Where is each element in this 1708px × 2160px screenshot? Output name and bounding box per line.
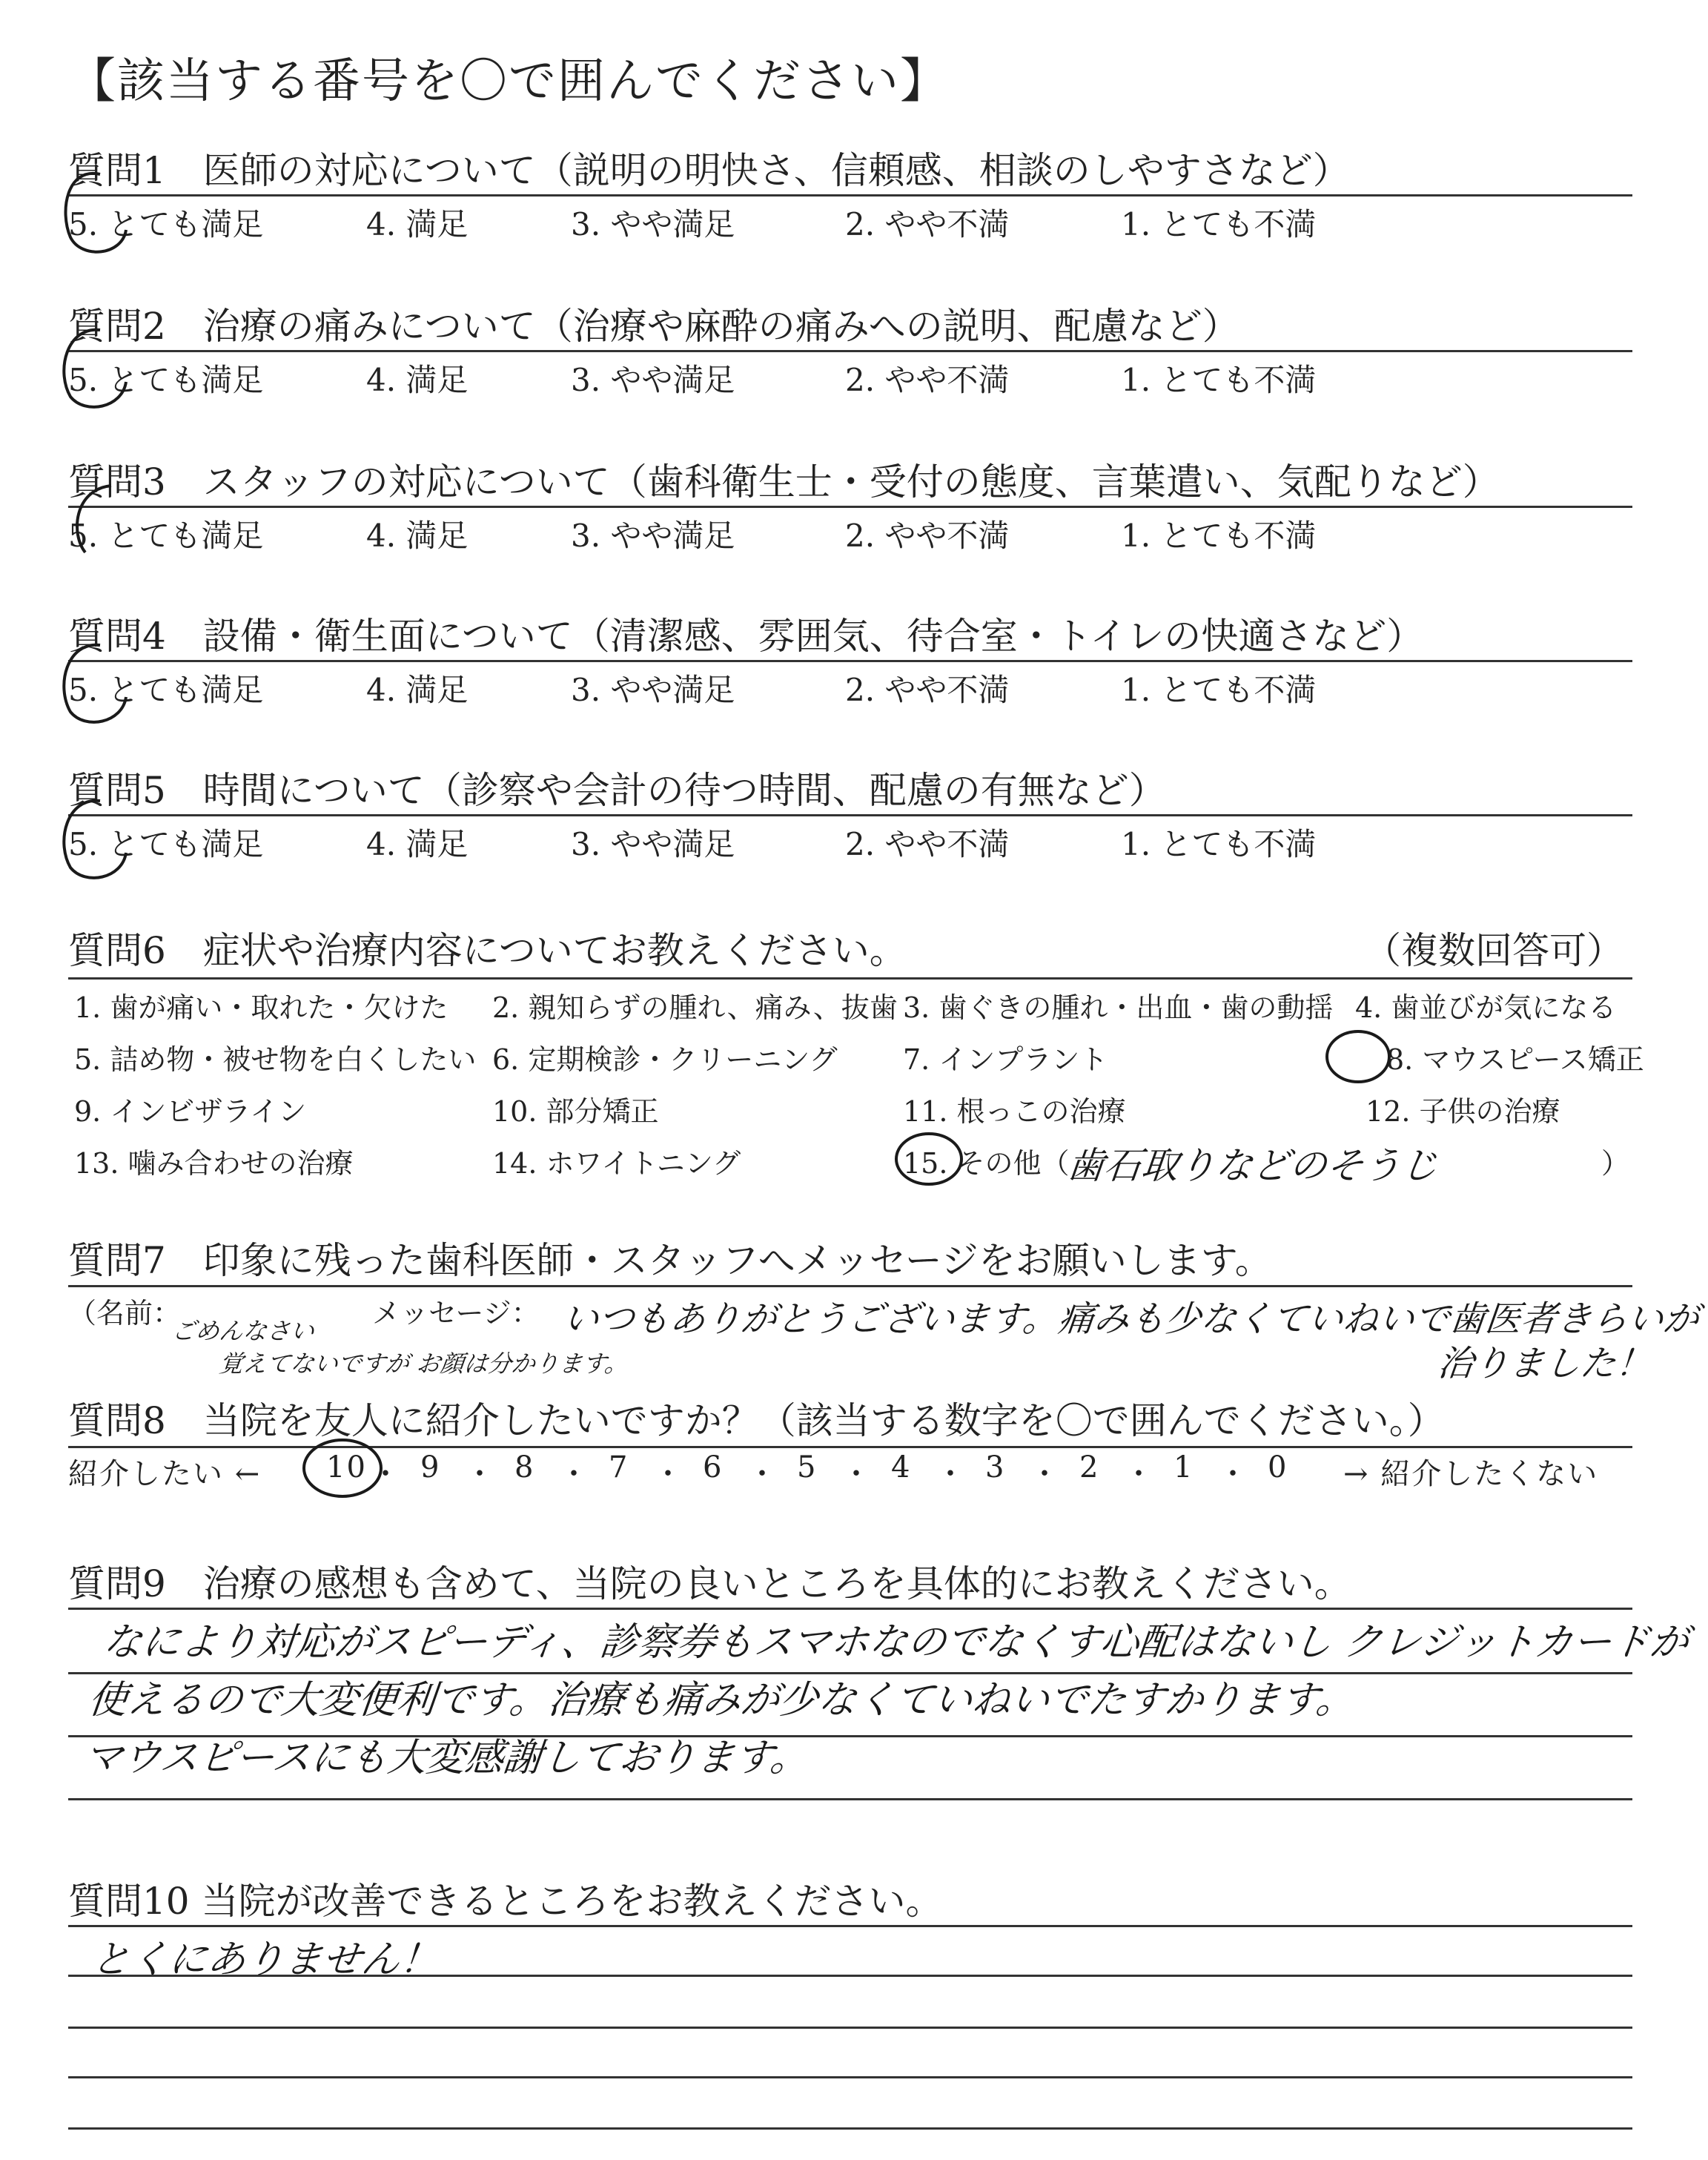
q8-scale-separator: ・: [1030, 1457, 1061, 1491]
q9-answer-line-1: なにより対応がスピーディ、診察券もスマホなのでなくす心配はないし クレジットカードが: [101, 1620, 1691, 1665]
q6-item-2[interactable]: 2. 親知らずの腫れ、痛み、抜歯: [492, 991, 898, 1024]
q6-item-12[interactable]: 12. 子供の治療: [1366, 1095, 1560, 1128]
q3-option-3[interactable]: 3. やや満足: [571, 518, 735, 554]
q5-circle: [64, 801, 126, 878]
q5-option-5[interactable]: 5. とても満足: [68, 826, 264, 862]
q1-option-2[interactable]: 2. やや不満: [845, 206, 1010, 242]
q3-option-1[interactable]: 1. とても不満: [1121, 518, 1317, 554]
q7-name-label: （名前：: [68, 1297, 182, 1330]
q6-item-8[interactable]: 8. マウスピース矯正: [1386, 1043, 1644, 1076]
q4-circle: [64, 645, 126, 722]
q8-scale-separator: ・: [1124, 1457, 1155, 1491]
q8-scale-1[interactable]: 1: [1174, 1450, 1194, 1484]
q4-option-2[interactable]: 2. やや不満: [845, 672, 1010, 708]
q2-title: 質問2 治療の痛みについて（治療や麻酔の痛みへの説明、配慮など）: [68, 305, 1239, 348]
q7-message-2: 治りました！: [1435, 1343, 1654, 1384]
q6-item-13[interactable]: 13. 噛み合わせの治療: [74, 1147, 354, 1180]
q6-item-3[interactable]: 3. 歯ぐきの腫れ・出血・歯の動揺: [903, 991, 1334, 1024]
q3-circle: [77, 486, 111, 552]
q7-name-answer-2: 覚えてないですが お顔は分かります。: [217, 1350, 630, 1378]
q8-circle: [304, 1440, 381, 1496]
q1-option-5[interactable]: 5. とても満足: [68, 206, 264, 242]
q8-scale-separator: ・: [465, 1457, 496, 1491]
q2-option-1[interactable]: 1. とても不満: [1121, 362, 1317, 398]
q10-title: 質問10 当院が改善できるところをお教えください。: [68, 1880, 943, 1923]
q2-option-5[interactable]: 5. とても満足: [68, 362, 264, 398]
q1-option-3[interactable]: 3. やや満足: [571, 206, 735, 242]
q8-scale-separator: ・: [653, 1457, 684, 1491]
q8-scale-10[interactable]: 10: [326, 1450, 367, 1484]
q6-item-6[interactable]: 6. 定期検診・クリーニング: [492, 1043, 838, 1076]
q6-item-4[interactable]: 4. 歯並びが気になる: [1355, 991, 1617, 1024]
q4-option-4[interactable]: 4. 満足: [366, 672, 469, 708]
q5-option-3[interactable]: 3. やや満足: [571, 826, 735, 862]
q3-option-4[interactable]: 4. 満足: [366, 518, 469, 554]
q6-item-15[interactable]: 15. その他（: [903, 1147, 1070, 1180]
page-title: 【該当する番号を〇で囲んでください】: [68, 54, 949, 109]
q4-option-1[interactable]: 1. とても不満: [1121, 672, 1317, 708]
q1-option-1[interactable]: 1. とても不満: [1121, 206, 1317, 242]
q4-title: 質問4 設備・衛生面について（清潔感、雰囲気、待合室・トイレの快適さなど）: [68, 615, 1424, 658]
q9-title: 質問9 治療の感想も含めて、当院の良いところを具体的にお教えください。: [68, 1562, 1351, 1605]
q6-item-7[interactable]: 7. インプラント: [903, 1043, 1108, 1076]
q7-message-label: メッセージ：: [372, 1297, 540, 1330]
q2-circle: [64, 330, 126, 407]
q4-option-5[interactable]: 5. とても満足: [68, 672, 264, 708]
q6-title: 質問6 症状や治療内容についてお教えください。: [68, 929, 907, 972]
q6-item-9[interactable]: 9. インビザライン: [74, 1095, 307, 1128]
q2-option-4[interactable]: 4. 満足: [366, 362, 469, 398]
q8-scale-separator: ・: [1218, 1457, 1249, 1491]
q3-title: 質問3 スタッフの対応について（歯科衛生士・受付の態度、言葉遣い、気配りなど）: [68, 460, 1500, 503]
q1-option-4[interactable]: 4. 満足: [366, 206, 469, 242]
q4-option-3[interactable]: 3. やや満足: [571, 672, 735, 708]
q5-option-1[interactable]: 1. とても不満: [1121, 826, 1317, 862]
q7-message-1: いつもありがとうございます。痛みも少なくていねいで歯医者きらいが: [560, 1298, 1701, 1340]
q5-option-2[interactable]: 2. やや不満: [845, 826, 1010, 862]
q9-answer-line-2: 使えるので大変便利です。治療も痛みが少なくていねいでたすかります。: [86, 1678, 1357, 1723]
q8-scale-3[interactable]: 3: [985, 1450, 1006, 1484]
q8-scale-separator: ・: [936, 1457, 967, 1491]
q8-scale-2[interactable]: 2: [1079, 1450, 1100, 1484]
q9-answer-line-3: マウスピースにも大変感謝しております。: [82, 1736, 812, 1780]
q8-scale-7[interactable]: 7: [609, 1450, 629, 1484]
q8-scale-8[interactable]: 8: [514, 1450, 535, 1484]
q8-scale-separator: ・: [747, 1457, 778, 1491]
q6-note: （複数回答可）: [1364, 929, 1623, 972]
q8-scale-separator: ・: [371, 1457, 402, 1491]
q6-item-5[interactable]: 5. 詰め物・被せ物を白くしたい: [74, 1043, 477, 1076]
q2-option-3[interactable]: 3. やや満足: [571, 362, 735, 398]
q8-scale-4[interactable]: 4: [891, 1450, 912, 1484]
q6-item8-circle: [1327, 1031, 1389, 1082]
q6-other-close-paren: ）: [1601, 1147, 1630, 1180]
q8-scale-separator: ・: [559, 1457, 590, 1491]
q5-title: 質問5 時間について（診察や会計の待つ時間、配慮の有無など）: [68, 769, 1166, 812]
q6-item15-circle: [896, 1134, 961, 1184]
q10-answer: とくにありません！: [89, 1938, 441, 1982]
q8-scale-0[interactable]: 0: [1268, 1450, 1288, 1484]
q6-item-10[interactable]: 10. 部分矯正: [492, 1095, 659, 1128]
q8-left-label: 紹介したい ←: [68, 1457, 262, 1491]
q5-option-4[interactable]: 4. 満足: [366, 826, 469, 862]
q2-option-2[interactable]: 2. やや不満: [845, 362, 1010, 398]
q7-name-answer-1: ごめんなさい: [170, 1317, 316, 1345]
q8-scale-6[interactable]: 6: [703, 1450, 724, 1484]
q7-title: 質問7 印象に残った歯科医師・スタッフへメッセージをお願いします。: [68, 1239, 1272, 1282]
q6-item-14[interactable]: 14. ホワイトニング: [492, 1147, 741, 1180]
q8-title: 質問8 当院を友人に紹介したいですか？（該当する数字を〇で囲んでください。）: [68, 1399, 1445, 1442]
q6-other-answer: 歯石取りなどのそうじ: [1065, 1144, 1440, 1187]
q3-option-5[interactable]: 5. とても満足: [68, 518, 264, 554]
q8-right-label: → 紹介したくない: [1343, 1457, 1599, 1491]
q3-option-2[interactable]: 2. やや不満: [845, 518, 1010, 554]
q1-circle: [65, 174, 126, 252]
q8-scale-separator: ・: [841, 1457, 873, 1491]
q6-item-1[interactable]: 1. 歯が痛い・取れた・欠けた: [74, 991, 448, 1024]
q1-title: 質問1 医師の対応について（説明の明快さ、信頼感、相談のしやすさなど）: [68, 149, 1350, 192]
q6-item-11[interactable]: 11. 根っこの治療: [903, 1095, 1126, 1128]
q8-scale-9[interactable]: 9: [420, 1450, 441, 1484]
q8-scale-5[interactable]: 5: [797, 1450, 818, 1484]
